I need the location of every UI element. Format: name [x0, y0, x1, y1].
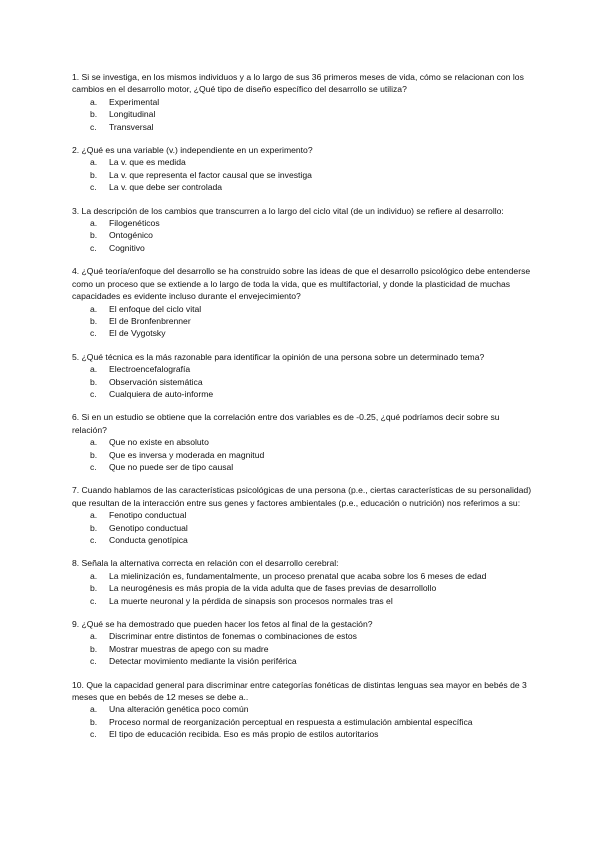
- option-c: [72, 655, 534, 667]
- option-letter: b.: [90, 376, 98, 387]
- option-b: [72, 108, 534, 120]
- option-text: La v. que es medida: [109, 157, 186, 168]
- option-letter: c.: [90, 121, 97, 132]
- question-text: 7. Cuando hablamos de las características psicológicas de una persona (p.e., ciertas características de su personalidad) que resultan de la interacción entre sus genes y factores ambientales (p.e., educación o nutrición) nos referimos a su:: [72, 485, 532, 508]
- option-a: [72, 630, 534, 642]
- option-letter: a.: [90, 364, 98, 375]
- option-b: [72, 229, 534, 241]
- option-a: [72, 217, 534, 229]
- option-list: [72, 703, 534, 740]
- option-letter: a.: [90, 704, 98, 715]
- option-list: [72, 363, 534, 400]
- option-letter: a.: [90, 510, 98, 521]
- question-text: 9. ¿Qué se ha demostrado que pueden hacer los fetos al final de la gestación?: [72, 619, 373, 630]
- option-text: Genotipo conductual: [109, 522, 188, 533]
- question-1: [72, 71, 534, 133]
- option-letter: a.: [90, 437, 98, 448]
- option-text: Electroencefalografía: [109, 364, 191, 375]
- option-text: El tipo de educación recibida. Eso es más propio de estilos autoritarios: [109, 729, 379, 740]
- option-text: Cognitivo: [109, 242, 145, 253]
- option-c: [72, 242, 534, 254]
- option-c: [72, 728, 534, 740]
- option-list: [72, 570, 534, 607]
- option-text: Observación sistemática: [109, 376, 203, 387]
- option-text: La v. que representa el factor causal que se investiga: [109, 169, 312, 180]
- question-text: 1. Si se investiga, en los mismos individuos y a lo largo de sus 36 primeros meses de vida, cómo se relacionan con los cambios en el desarrollo motor, ¿Qué tipo de diseño específico del desarrollo se utiliza?: [72, 72, 524, 95]
- question-text: 3. La descripción de los cambios que transcurren a lo largo del ciclo vital (de un individuo) se refiere al desarrollo:: [72, 205, 504, 216]
- option-letter: b.: [90, 109, 98, 120]
- option-list: [72, 436, 534, 473]
- option-c: [72, 181, 534, 193]
- option-list: [72, 217, 534, 254]
- question-6: [72, 411, 534, 473]
- option-c: [72, 534, 534, 546]
- option-text: Que no existe en absoluto: [109, 437, 209, 448]
- option-text: El de Vygotsky: [109, 328, 166, 339]
- option-letter: c.: [90, 242, 97, 253]
- option-a: [72, 509, 534, 521]
- option-letter: b.: [90, 315, 98, 326]
- option-letter: a.: [90, 631, 98, 642]
- option-b: [72, 582, 534, 594]
- option-text: Que es inversa y moderada en magnitud: [109, 449, 265, 460]
- option-text: Que no puede ser de tipo causal: [109, 461, 234, 472]
- option-c: [72, 595, 534, 607]
- option-b: [72, 643, 534, 655]
- option-text: El de Bronfenbrenner: [109, 315, 191, 326]
- option-a: [72, 703, 534, 715]
- option-letter: b.: [90, 643, 98, 654]
- option-a: [72, 96, 534, 108]
- option-text: El enfoque del ciclo vital: [109, 303, 202, 314]
- option-text: La neurogénesis es más propia de la vida adulta que de fases previas de desarrollollo: [109, 583, 437, 594]
- option-b: [72, 716, 534, 728]
- option-text: Fenotipo conductual: [109, 510, 187, 521]
- exam-page: [72, 71, 534, 752]
- question-text: 5. ¿Qué técnica es la más razonable para identificar la opinión de una persona sobre un determinado tema?: [72, 351, 485, 362]
- option-letter: a.: [90, 157, 98, 168]
- option-letter: c.: [90, 595, 97, 606]
- option-letter: a.: [90, 570, 98, 581]
- option-text: La v. que debe ser controlada: [109, 182, 223, 193]
- question-text: 4. ¿Qué teoría/enfoque del desarrollo se ha construido sobre las ideas de que el desarrollo psicológico debe entenderse como un proceso que se extiende a lo largo de toda la vida, que es multifactorial, y donde la plasticidad de muchas capacidades es evidente incluso durante el envejecimiento?: [72, 266, 531, 302]
- option-b: [72, 522, 534, 534]
- option-letter: b.: [90, 716, 98, 727]
- option-letter: a.: [90, 303, 98, 314]
- option-letter: c.: [90, 656, 97, 667]
- question-8: [72, 557, 534, 607]
- option-a: [72, 303, 534, 315]
- question-7: [72, 484, 534, 546]
- option-b: [72, 376, 534, 388]
- option-text: Discriminar entre distintos de fonemas o combinaciones de estos: [109, 631, 357, 642]
- option-b: [72, 169, 534, 181]
- option-text: Ontogénico: [109, 230, 153, 241]
- option-text: Una alteración genética poco común: [109, 704, 249, 715]
- option-letter: c.: [90, 535, 97, 545]
- option-letter: c.: [90, 328, 97, 339]
- option-letter: c.: [90, 388, 97, 399]
- option-text: Detectar movimiento mediante la visión periférica: [109, 656, 297, 667]
- question-text: 8. Señala la alternativa correcta en relación con el desarrollo cerebral:: [72, 558, 339, 569]
- option-text: Longitudinal: [109, 109, 156, 120]
- option-letter: b.: [90, 230, 98, 241]
- option-letter: c.: [90, 729, 97, 740]
- option-c: [72, 388, 534, 400]
- option-text: La muerte neuronal y la pérdida de sinapsis son procesos normales tras el: [109, 595, 393, 606]
- option-text: Experimental: [109, 96, 160, 107]
- question-4: [72, 265, 534, 339]
- option-b: [72, 315, 534, 327]
- option-list: [72, 303, 534, 340]
- option-text: Proceso normal de reorganización perceptual en respuesta a estimulación ambiental específica: [109, 716, 473, 727]
- option-c: [72, 121, 534, 133]
- option-letter: c.: [90, 461, 97, 472]
- option-text: La mielinización es, fundamentalmente, un proceso prenatal que acaba sobre los 6 meses de edad: [109, 570, 487, 581]
- question-5: [72, 351, 534, 401]
- option-letter: a.: [90, 218, 98, 229]
- option-letter: a.: [90, 96, 98, 107]
- question-3: [72, 205, 534, 255]
- question-text: 2. ¿Qué es una variable (v.) independiente en un experimento?: [72, 145, 313, 156]
- option-text: Transversal: [109, 121, 154, 132]
- option-a: [72, 363, 534, 375]
- option-letter: b.: [90, 449, 98, 460]
- option-letter: b.: [90, 583, 98, 594]
- question-text: 10. Que la capacidad general para discriminar entre categorías fonéticas de distintas lenguas sea mayor en bebés de 3 meses que en bebés de 12 meses se debe a..: [72, 679, 527, 703]
- option-a: [72, 436, 534, 448]
- option-list: [72, 156, 534, 193]
- option-letter: b.: [90, 169, 98, 180]
- option-letter: c.: [90, 182, 97, 193]
- option-text: Mostrar muestras de apego con su madre: [109, 643, 269, 654]
- option-list: [72, 96, 534, 133]
- question-2: [72, 144, 534, 194]
- option-text: Conducta genotípica: [109, 535, 188, 545]
- option-c: [72, 461, 534, 473]
- option-list: [72, 630, 534, 667]
- option-b: [72, 449, 534, 461]
- option-list: [72, 509, 534, 546]
- option-c: [72, 327, 534, 339]
- question-9: [72, 618, 534, 668]
- option-text: Filogenéticos: [109, 218, 160, 229]
- question-10: [72, 679, 534, 741]
- option-a: [72, 570, 534, 582]
- option-a: [72, 156, 534, 168]
- option-text: Cualquiera de auto-informe: [109, 388, 214, 399]
- option-letter: b.: [90, 522, 98, 533]
- question-text: 6. Si en un estudio se obtiene que la correlación entre dos variables es de -0.25, ¿qué podríamos decir sobre su relación?: [72, 412, 500, 435]
